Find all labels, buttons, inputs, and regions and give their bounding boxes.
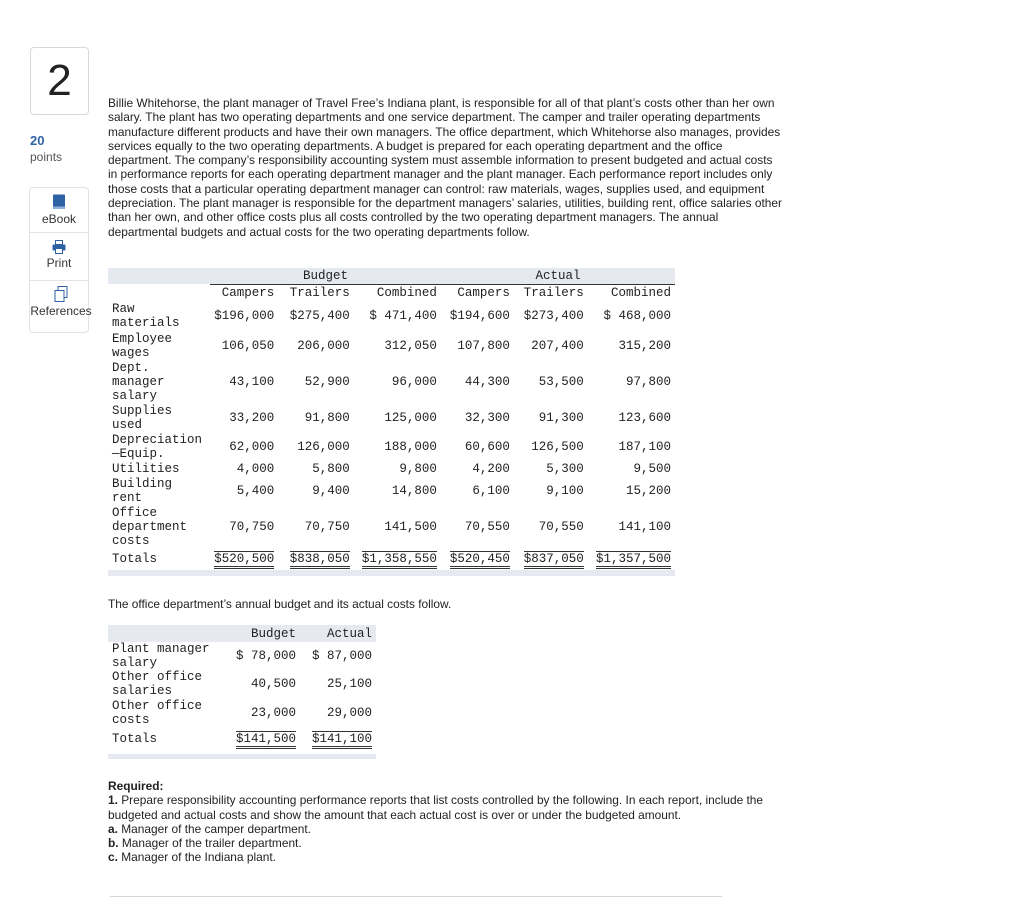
item-key: b. [108,836,119,851]
cell-value: 43,100 [229,374,275,389]
column-header: Combined [610,286,671,300]
cell-value: 70,550 [538,519,584,534]
points-value: 20 [30,133,45,148]
table-row [108,698,376,728]
cell-value: 315,200 [618,338,671,353]
office-cost-table [108,625,376,759]
references-label: References [30,304,92,318]
cell-value: $196,000 [214,309,275,323]
item-text: Manager of the Indiana plant. [121,850,276,865]
table-row [108,461,675,476]
row-label: Depreciation—Equip. [112,432,203,461]
cell-value: 70,750 [229,519,275,534]
cell-value: 60,600 [464,439,510,454]
print-label: Print [46,256,72,270]
tool-divider [30,232,88,233]
cell-value: 5,800 [312,461,350,476]
required-section [108,779,784,865]
total-value: $1,357,500 [596,551,671,569]
cell-value: 9,800 [399,461,437,476]
book-icon [52,194,66,210]
item-text: Prepare responsibility accounting performance reports that list costs controlled by the following. In each report, include the budgeted and actual costs and show the amount that each actual cost is over or under the budgeted amount. [108,793,764,822]
cell-value: 206,000 [297,338,350,353]
office-intro-text: The office department’s annual budget and its actual costs follow. [108,597,452,611]
cell-value: 5,300 [546,461,584,476]
item-key: c. [108,850,118,865]
cell-value: 5,400 [236,483,275,498]
row-label: Other office costs [112,699,203,727]
cell-value: $ 471,400 [369,309,437,323]
row-label: Totals [112,552,158,566]
cell-value: $275,400 [289,309,350,323]
cell-value: 91,300 [538,410,584,425]
header-spacer [108,268,210,285]
row-label: Building rent [112,476,173,505]
column-header: Campers [221,286,275,300]
cell-value: 207,400 [531,338,584,353]
column-header: Campers [457,286,510,300]
row-label: Utilities [112,461,180,476]
cell-value: 4,200 [472,461,510,476]
references-button[interactable] [28,286,94,318]
total-value: $838,050 [290,551,350,569]
problem-text: Billie Whitehorse, the plant manager of Travel Free’s Indiana plant, is responsible for all of that plant’s costs other than her own salary. The plant has two operating departments and one service department. The camper and trailer operating departments manufacture different products and have their own managers. The office department, which Whitehorse also manages, provides services equally to the two operating departments. A budget is prepared for each operating department and the office department. The company’s responsibility accounting system must assemble information to present budgeted and actual costs in performance reports for each operating department manager and the plant manager. Each performance report includes only those costs that a particular operating department manager can control: raw materials, wages, supplies used, and equipment depreciation. The plant manager is responsible for the department managers’ salaries, utilities, building rent, office salaries other than her own, and other office costs plus all costs controlled by the two operating department managers. The annual departmental budgets and actual costs for the two operating departments follow. [108,96,782,239]
cell-value: 23,000 [250,706,296,720]
tools-panel [29,187,92,333]
row-label: Plant manager salary [112,642,210,670]
row-label: Totals [112,732,158,746]
cell-value: 126,500 [531,439,584,454]
totals-row [108,548,675,570]
cell-value: 52,900 [304,374,350,389]
cell-value: 40,500 [250,677,296,691]
table-footer-band [108,570,675,576]
header-spacer [108,285,210,302]
cell-value: 106,050 [221,338,275,353]
cell-value: 107,800 [457,338,510,353]
cell-value: 14,800 [391,483,437,498]
table-row [108,476,675,505]
bottom-divider [110,896,722,897]
total-value: $141,500 [236,731,296,749]
total-value: $837,050 [524,551,584,569]
required-item-a [108,822,784,836]
cell-value: 141,100 [618,519,671,534]
cell-value: $273,400 [523,309,584,323]
copy-pages-icon [54,286,68,302]
department-cost-table [108,268,675,576]
cell-value: 91,800 [304,410,350,425]
cell-value: 125,000 [384,410,437,425]
required-title: Required: [108,779,164,793]
item-text: Manager of the camper department. [121,821,311,836]
print-button[interactable] [30,240,88,270]
table-row [108,642,376,670]
table-row [108,331,675,360]
row-label: Dept. manager salary [112,360,165,403]
column-header: Combined [376,286,437,300]
cell-value: $ 78,000 [235,649,296,663]
table-row [108,505,675,548]
row-label: Supplies used [112,403,173,432]
table-row [108,360,675,403]
cell-value: 6,100 [472,483,510,498]
cell-value: 126,000 [297,439,350,454]
column-header: Trailers [523,286,584,300]
tool-divider [30,280,88,281]
header-spacer [108,625,228,642]
totals-row [108,728,376,750]
actual-group-header: Actual [441,268,675,285]
printer-icon [52,240,66,254]
table-footer-band [108,754,376,759]
row-label: Raw materials [112,302,180,330]
cell-value: $194,600 [449,309,510,323]
cell-value: 53,500 [538,374,584,389]
column-header: Trailers [289,286,350,300]
cell-value: 123,600 [618,410,671,425]
row-label: Employee wages [112,331,173,360]
question-number: 2 [30,47,89,115]
total-value: $520,500 [214,551,274,569]
cell-value: 141,500 [384,519,437,534]
cell-value: 9,400 [312,483,350,498]
row-label: Office department costs [112,505,188,548]
cell-value: 187,100 [618,439,671,454]
cell-value: 97,800 [625,374,671,389]
item-key: a. [108,821,118,836]
required-item-1 [108,793,784,822]
cell-value: 70,550 [464,519,510,534]
cell-value: 4,000 [236,461,275,476]
budget-group-header: Budget [210,268,441,285]
item-number: 1. [108,793,118,808]
table-row [108,301,675,331]
points-label: points [30,150,63,164]
cell-value: 70,750 [304,519,350,534]
table-row [108,432,675,461]
cell-value: $ 87,000 [311,649,372,663]
ebook-label: eBook [41,212,77,226]
cell-value: 9,100 [546,483,584,498]
cell-value: 312,050 [384,338,437,353]
ebook-button[interactable] [30,194,88,226]
cell-value: 62,000 [229,439,275,454]
cell-value: 25,100 [326,677,372,691]
required-item-b [108,836,784,850]
cell-value: 188,000 [384,439,437,454]
total-value: $520,450 [450,551,510,569]
item-text: Manager of the trailer department. [121,836,302,851]
required-item-c [108,850,784,864]
cell-value: 96,000 [391,374,437,389]
cell-value: 9,500 [633,461,671,476]
cell-value: $ 468,000 [603,309,671,323]
table-row [108,670,376,698]
cell-value: 29,000 [326,706,372,720]
row-label: Other office salaries [112,670,203,698]
cell-value: 32,300 [464,410,510,425]
column-header: Actual [326,626,372,641]
cell-value: 15,200 [625,483,671,498]
cell-value: 44,300 [464,374,510,389]
total-value: $1,358,550 [362,551,437,569]
total-value: $141,100 [312,731,372,749]
column-header: Budget [250,626,296,641]
cell-value: 33,200 [229,410,275,425]
table-row [108,403,675,432]
